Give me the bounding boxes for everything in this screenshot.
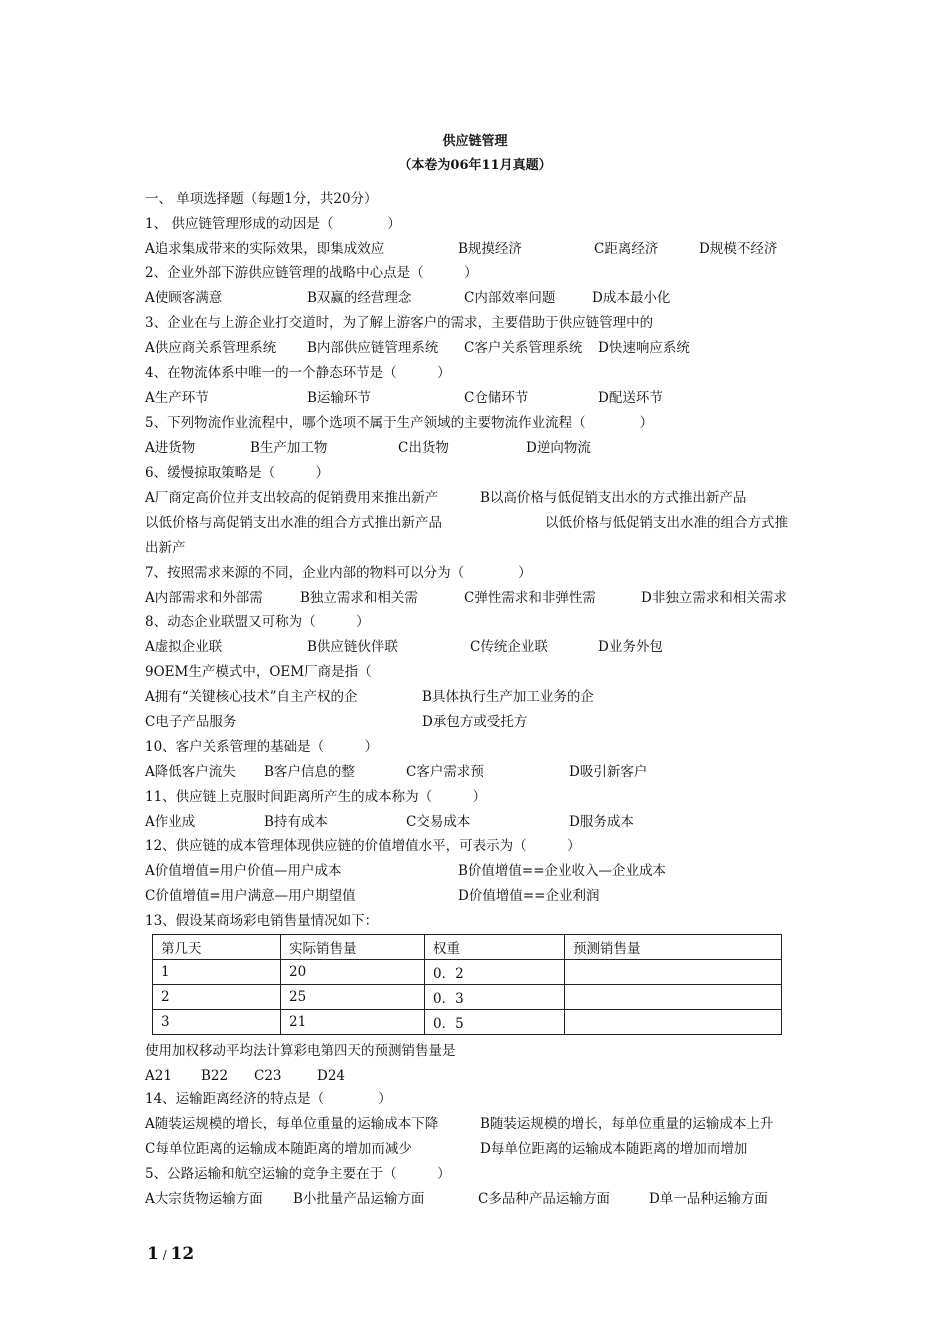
option-d: 以低价格与低促销支出水准的组合方式推 [545,515,788,531]
option-d: D单一品种运输方面 [649,1191,768,1207]
question-stem: 14、运输距离经济的特点是（ ） [145,1091,392,1107]
page-number [147,1244,194,1264]
option-a: A厂商定高价位并支出较高的促销费用来推出新产 [145,490,439,506]
question-stem: 8、动态企业联盟又可称为（ ） [145,614,370,630]
question-stem: 10、客户关系管理的基础是（ ） [145,739,379,755]
option-a: A降低客户流失 [145,764,236,780]
table-cell: 3 [153,1010,281,1035]
option-c: C弹性需求和非弹性需 [464,590,596,606]
table-cell: 0．2 [425,960,565,985]
question-stem: 7、按照需求来源的不同，企业内部的物料可以分为（ ） [145,565,532,581]
option-b: B规摸经济 [458,241,522,257]
option-d: D24 [317,1068,346,1084]
option-c: C传统企业联 [470,639,548,655]
table-cell: 1 [153,960,281,985]
table-header-cell: 第几天 [153,935,281,960]
table-row [153,1010,782,1035]
option-d: D非独立需求和相关需求 [641,590,787,606]
option-a: A作业成 [145,814,196,830]
table-row [153,960,782,985]
table-cell: 21 [281,1010,425,1035]
option-a: A21 [145,1068,172,1084]
question-stem: 3、企业在与上游企业打交道时，为了解上游客户的需求，主要借助于供应链管理中的 [145,315,654,331]
option-c: C内部效率问题 [464,290,556,306]
option-c: C出货物 [398,440,449,456]
option-b: B持有成本 [264,814,328,830]
table-cell [565,1010,782,1035]
option-a: A随装运规模的增长，每单位重量的运输成本下降 [145,1116,439,1132]
table-row [153,985,782,1010]
table-cell: 25 [281,985,425,1010]
option-b: B供应链伙伴联 [307,639,398,655]
option-c: C电子产品服务 [145,714,237,730]
option-d-continued: 出新产 [145,540,186,556]
option-c: C每单位距离的运输成本随距离的增加而减少 [145,1141,412,1157]
option-c: 以低价格与高促销支出水准的组合方式推出新产品 [145,515,442,531]
question-stem: 12、供应链的成本管理体现供应链的价值增值水平，可表示为（ ） [145,838,581,854]
option-b: B22 [201,1068,229,1084]
option-b: B双赢的经营理念 [307,290,412,306]
table-cell: 20 [281,960,425,985]
question-stem: 13、假设某商场彩电销售量情况如下： [145,913,379,929]
option-d: D承包方或受托方 [422,714,528,730]
table-header-row [153,935,782,960]
question-stem: 2、企业外部下游供应链管理的战略中心点是（ ） [145,265,478,281]
table-cell: 0．5 [425,1010,565,1035]
option-a: A进货物 [145,440,196,456]
option-b: B独立需求和相关需 [300,590,418,606]
question-followup: 使用加权移动平均法计算彩电第四天的预测销售量是 [145,1043,456,1059]
option-d: D业务外包 [598,639,663,655]
option-d: D配送环节 [598,390,663,406]
option-c: C多品种产品运输方面 [478,1191,610,1207]
option-d: D快速响应系统 [598,340,690,356]
total-pages: 12 [170,1244,195,1264]
doc-subtitle: （本卷为06年11月真题） [398,158,552,173]
option-d: D成本最小化 [592,290,671,306]
option-b: B以高价格与低促销支出水的方式推出新产品 [480,490,747,506]
question-stem: 5、公路运输和航空运输的竞争主要在于（ ） [145,1166,451,1182]
option-c: C客户关系管理系统 [464,340,583,356]
option-a: A生产环节 [145,390,209,406]
table-cell: 0．3 [425,985,565,1010]
option-c: C仓储环节 [464,390,529,406]
option-a: A供应商关系管理系统 [145,340,277,356]
option-c: C客户需求预 [406,764,484,780]
table-header-cell: 预测销售量 [565,935,782,960]
question-stem: 1、 供应链管理形成的动因是（ ） [145,216,401,232]
option-d: D吸引新客户 [569,764,648,780]
section-heading: 一、 单项选择题（每题1分，共20分） [145,191,378,207]
current-page: 1 [147,1244,159,1264]
table-header-cell: 权重 [425,935,565,960]
option-b: B小批量产品运输方面 [293,1191,425,1207]
option-a: A追求集成带来的实际效果，即集成效应 [145,241,385,257]
option-a: A使顾客满意 [145,290,223,306]
question-stem: 4、在物流体系中唯一的一个静态环节是（ ） [145,365,451,381]
option-b: B运输环节 [307,390,371,406]
option-b: B客户信息的整 [264,764,355,780]
question-stem: 9OEM生产模式中，OEM厂商是指（ [145,664,372,680]
option-c: C交易成本 [406,814,471,830]
option-b: B随装运规模的增长，每单位重量的运输成本上升 [480,1116,774,1132]
table-cell [565,985,782,1010]
option-d: D价值增值==企业利润 [458,888,600,904]
table-header-cell: 实际销售量 [281,935,425,960]
option-d: D逆向物流 [526,440,591,456]
option-d: D规模不经济 [699,241,778,257]
option-a: A价值增值=用户价值—用户成本 [145,863,342,879]
option-b: B生产加工物 [250,440,328,456]
option-c: C价值增值=用户满意—用户期望值 [145,888,356,904]
option-d: D服务成本 [569,814,634,830]
question-stem: 11、供应链上克服时间距离所产生的成本称为（ ） [145,789,487,805]
question-stem: 5、下列物流作业流程中，哪个选项不属于生产领域的主要物流作业流程（ ） [145,415,654,431]
option-d: D每单位距离的运输成本随距离的增加而增加 [480,1141,748,1157]
option-b: B价值增值==企业收入—企业成本 [458,863,667,879]
option-a: A大宗货物运输方面 [145,1191,263,1207]
sales-table [152,934,782,1035]
page-separator: / [158,1248,171,1262]
table-cell [565,960,782,985]
option-b: B内部供应链管理系统 [307,340,439,356]
option-c: C23 [254,1068,282,1084]
option-c: C距离经济 [594,241,659,257]
option-a: A拥有“关键核心技术”自主产权的企 [145,689,358,705]
option-a: A内部需求和外部需 [145,590,263,606]
question-stem: 6、缓慢掠取策略是（ ） [145,465,330,481]
table-cell: 2 [153,985,281,1010]
option-a: A虚拟企业联 [145,639,223,655]
doc-title: 供应链管理 [442,134,508,149]
option-b: B具体执行生产加工业务的企 [422,689,594,705]
